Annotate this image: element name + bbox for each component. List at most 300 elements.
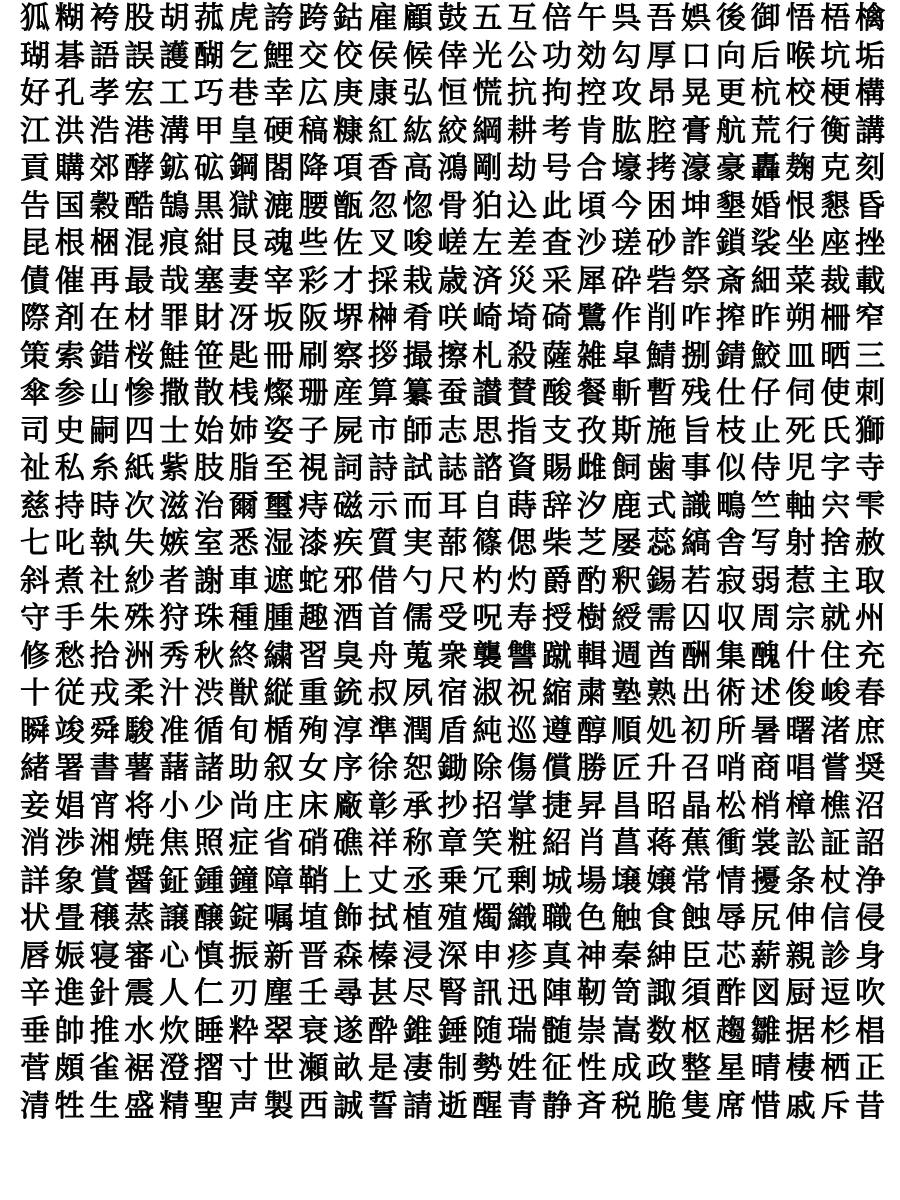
kanji-character: 昇 <box>576 788 607 824</box>
kanji-character: 失 <box>124 526 155 561</box>
kanji-character: 妾 <box>20 788 50 824</box>
kanji-character: 瞬 <box>20 713 50 749</box>
kanji-character: 杖 <box>820 863 851 899</box>
kanji-character: 酬 <box>681 638 712 674</box>
kanji-character: 産 <box>333 376 364 411</box>
kanji-character: 菜 <box>785 263 816 299</box>
kanji-character: 而 <box>402 488 433 524</box>
kanji-character: 翠 <box>263 1013 294 1049</box>
kanji-character: 降 <box>298 151 329 186</box>
kanji-character: 枢 <box>681 1013 712 1049</box>
kanji-character: 寺 <box>855 451 886 486</box>
kanji-character: 撒 <box>159 376 190 411</box>
kanji-row <box>20 675 890 713</box>
kanji-row <box>20 113 890 151</box>
kanji-character: 史 <box>54 413 85 449</box>
kanji-character: 縞 <box>681 526 712 561</box>
kanji-character: 屡 <box>611 526 642 561</box>
kanji-character: 夙 <box>402 676 433 711</box>
kanji-character: 事 <box>681 451 712 486</box>
kanji-character: 倍 <box>541 1 572 36</box>
kanji-character: 世 <box>263 1051 294 1086</box>
kanji-character: 乞 <box>228 38 259 74</box>
kanji-character: 生 <box>89 1088 120 1124</box>
kanji-character: 豪 <box>715 151 746 186</box>
kanji-character: 蛇 <box>298 563 329 599</box>
kanji-character: 松 <box>715 788 746 824</box>
kanji-character: 似 <box>715 451 746 486</box>
kanji-character: 蹴 <box>541 638 572 674</box>
kanji-character: 政 <box>646 1051 677 1086</box>
kanji-character: 醤 <box>124 863 155 899</box>
kanji-character: 秀 <box>159 638 190 674</box>
kanji-character: 獄 <box>228 188 259 224</box>
kanji-character: 獅 <box>855 413 886 449</box>
kanji-character: 尻 <box>750 901 781 936</box>
kanji-character: 就 <box>820 601 851 636</box>
kanji-character: 錫 <box>646 563 677 599</box>
kanji-character: 戚 <box>785 1088 816 1124</box>
kanji-character: 書 <box>89 751 120 786</box>
kanji-character: 襲 <box>472 638 503 674</box>
kanji-character: 暑 <box>750 713 781 749</box>
kanji-character: 痕 <box>159 226 190 261</box>
kanji-character: 随 <box>472 1013 503 1049</box>
kanji-character: 詐 <box>681 226 712 261</box>
kanji-character: 消 <box>20 826 50 861</box>
kanji-character: 梗 <box>820 76 851 111</box>
kanji-character: 竣 <box>54 713 85 749</box>
kanji-character: 鹿 <box>611 488 642 524</box>
kanji-character: 冗 <box>472 863 503 899</box>
kanji-character: 諸 <box>193 751 224 786</box>
kanji-character: 互 <box>507 1 538 36</box>
kanji-character: 撮 <box>402 338 433 374</box>
kanji-row <box>20 38 890 76</box>
kanji-character: 施 <box>646 413 677 449</box>
kanji-character: 爵 <box>541 563 572 599</box>
kanji-character: 湘 <box>89 826 120 861</box>
kanji-character: 光 <box>472 38 503 74</box>
kanji-character: 正 <box>855 1051 886 1086</box>
kanji-character: 皇 <box>228 113 259 149</box>
kanji-character: 紳 <box>646 938 677 974</box>
kanji-character: 坤 <box>681 188 712 224</box>
kanji-character: 庚 <box>333 76 364 111</box>
kanji-character: 裳 <box>750 826 781 861</box>
kanji-character: 彰 <box>367 788 398 824</box>
kanji-character: 肴 <box>402 301 433 336</box>
kanji-character: 城 <box>541 863 572 899</box>
kanji-character: 叱 <box>54 526 85 561</box>
kanji-character: 瑚 <box>20 38 50 74</box>
kanji-character: 助 <box>228 751 259 786</box>
kanji-character: 仕 <box>715 376 746 411</box>
kanji-character: 醒 <box>472 1088 503 1124</box>
kanji-character: 遂 <box>333 1013 364 1049</box>
kanji-character: 象 <box>54 863 85 899</box>
kanji-character: 衡 <box>820 113 851 149</box>
kanji-character: 雫 <box>855 488 886 524</box>
kanji-character: 採 <box>367 263 398 299</box>
kanji-character: 朔 <box>785 301 816 336</box>
kanji-character: 蝕 <box>681 901 712 936</box>
kanji-character: 栖 <box>820 1051 851 1086</box>
kanji-character: 師 <box>402 413 433 449</box>
kanji-character: 厨 <box>785 976 816 1011</box>
kanji-character: 嬢 <box>646 863 677 899</box>
kanji-row <box>20 750 890 788</box>
kanji-character: 獣 <box>228 676 259 711</box>
kanji-character: 汐 <box>576 488 607 524</box>
kanji-character: 帥 <box>54 1013 85 1049</box>
kanji-character: 残 <box>681 376 712 411</box>
kanji-character: 四 <box>124 413 155 449</box>
kanji-character: 字 <box>820 451 851 486</box>
kanji-character: 庄 <box>263 788 294 824</box>
kanji-character: 審 <box>124 938 155 974</box>
kanji-character: 索 <box>54 338 85 374</box>
kanji-character: 樹 <box>576 601 607 636</box>
kanji-character: 狐 <box>20 1 50 36</box>
kanji-character: 堺 <box>333 301 364 336</box>
kanji-character: 殉 <box>298 713 329 749</box>
kanji-character: 情 <box>715 863 746 899</box>
kanji-character: 詳 <box>20 863 50 899</box>
kanji-character: 主 <box>820 563 851 599</box>
kanji-character: 牲 <box>54 1088 85 1124</box>
kanji-character: 曙 <box>785 713 816 749</box>
kanji-character: 隻 <box>681 1088 712 1124</box>
kanji-character: 炊 <box>159 1013 190 1049</box>
kanji-character: 札 <box>472 338 503 374</box>
kanji-character: 証 <box>820 826 851 861</box>
kanji-character: 持 <box>54 488 85 524</box>
kanji-character: 刺 <box>855 376 886 411</box>
kanji-character: 蚕 <box>437 376 468 411</box>
kanji-character: 桟 <box>228 376 259 411</box>
kanji-row <box>20 825 890 863</box>
kanji-character: 沙 <box>576 226 607 261</box>
kanji-character: 是 <box>367 1051 398 1086</box>
kanji-character: 触 <box>611 901 642 936</box>
kanji-character: 旬 <box>228 713 259 749</box>
kanji-row <box>20 600 890 638</box>
kanji-character: 渋 <box>193 676 224 711</box>
kanji-character: 鉦 <box>159 863 190 899</box>
kanji-character: 江 <box>20 113 50 149</box>
kanji-character: 済 <box>472 263 503 299</box>
kanji-character: 向 <box>715 38 746 74</box>
kanji-character: 唇 <box>20 938 50 974</box>
kanji-character: 勾 <box>611 38 642 74</box>
kanji-character: 臣 <box>681 938 712 974</box>
kanji-character: 詩 <box>367 451 398 486</box>
kanji-character: 艮 <box>228 226 259 261</box>
kanji-character: 酢 <box>715 976 746 1011</box>
kanji-character: 幸 <box>263 76 294 111</box>
kanji-character: 称 <box>402 826 433 861</box>
kanji-character: 高 <box>402 151 433 186</box>
kanji-character: 資 <box>507 451 538 486</box>
kanji-character: 康 <box>367 76 398 111</box>
kanji-character: 在 <box>89 301 120 336</box>
kanji-character: 惜 <box>750 1088 781 1124</box>
kanji-character: 将 <box>124 788 155 824</box>
kanji-character: 鴫 <box>715 488 746 524</box>
kanji-character: 昭 <box>646 788 677 824</box>
kanji-row <box>20 225 890 263</box>
kanji-character: 跨 <box>298 1 329 36</box>
kanji-character: 巧 <box>193 76 224 111</box>
kanji-character: 少 <box>193 788 224 824</box>
kanji-character: 紅 <box>367 113 398 149</box>
kanji-character: 処 <box>646 713 677 749</box>
kanji-character: 真 <box>541 938 572 974</box>
kanji-character: 昌 <box>611 788 642 824</box>
kanji-character: 腔 <box>646 113 677 149</box>
kanji-character: 紹 <box>541 826 572 861</box>
kanji-character: 囚 <box>681 601 712 636</box>
kanji-character: 靭 <box>576 976 607 1011</box>
kanji-character: 柔 <box>124 676 155 711</box>
kanji-character: 硬 <box>263 113 294 149</box>
kanji-character: 錐 <box>402 1013 433 1049</box>
kanji-character: 此 <box>541 188 572 224</box>
kanji-character: 妻 <box>228 263 259 299</box>
kanji-character: 垂 <box>20 1013 50 1049</box>
kanji-character: 西 <box>298 1088 329 1124</box>
kanji-character: 章 <box>437 826 468 861</box>
kanji-character: 皿 <box>785 338 816 374</box>
kanji-character: 告 <box>20 188 50 224</box>
kanji-character: 成 <box>611 1051 642 1086</box>
kanji-character: 忽 <box>367 188 398 224</box>
kanji-character: 燭 <box>472 901 503 936</box>
kanji-character: 冴 <box>228 301 259 336</box>
kanji-character: 仔 <box>750 376 781 411</box>
kanji-row <box>20 413 890 451</box>
kanji-row <box>20 563 890 601</box>
kanji-character: 嗣 <box>89 413 120 449</box>
kanji-character: 守 <box>20 601 50 636</box>
kanji-character: 埴 <box>298 901 329 936</box>
kanji-character: 壌 <box>611 863 642 899</box>
kanji-character: 際 <box>20 301 50 336</box>
kanji-character: 采 <box>541 263 572 299</box>
kanji-character: 室 <box>193 526 224 561</box>
kanji-character: 叙 <box>263 751 294 786</box>
kanji-character: 耳 <box>437 488 468 524</box>
kanji-character: 思 <box>472 413 503 449</box>
kanji-character: 策 <box>20 338 50 374</box>
kanji-character: 杉 <box>820 1013 851 1049</box>
kanji-character: 灼 <box>507 563 538 599</box>
kanji-character: 腰 <box>298 188 329 224</box>
kanji-character: 食 <box>646 901 677 936</box>
kanji-character: 飼 <box>611 451 642 486</box>
kanji-character: 作 <box>611 301 642 336</box>
kanji-character: 姿 <box>263 413 294 449</box>
kanji-character: 拭 <box>367 901 398 936</box>
kanji-character: 寝 <box>89 938 120 974</box>
kanji-character: 剛 <box>472 151 503 186</box>
kanji-character: 次 <box>124 488 155 524</box>
kanji-character: 上 <box>333 863 364 899</box>
kanji-row <box>20 150 890 188</box>
kanji-character: 止 <box>750 413 781 449</box>
kanji-character: 塞 <box>193 263 224 299</box>
kanji-character: 菅 <box>20 1051 50 1086</box>
kanji-character: 爾 <box>228 488 259 524</box>
kanji-character: 据 <box>785 1013 816 1049</box>
kanji-character: 暫 <box>646 376 677 411</box>
kanji-character: 頗 <box>54 1051 85 1086</box>
kanji-character: 祥 <box>367 826 398 861</box>
kanji-character: 借 <box>367 563 398 599</box>
kanji-character: 榛 <box>367 938 398 974</box>
kanji-character: 侯 <box>367 38 398 74</box>
kanji-character: 取 <box>855 563 886 599</box>
kanji-character: 皐 <box>611 338 642 374</box>
kanji-character: 佼 <box>333 38 364 74</box>
kanji-character: 住 <box>820 638 851 674</box>
kanji-character: 殖 <box>437 901 468 936</box>
kanji-character: 酸 <box>541 376 572 411</box>
kanji-character: 磁 <box>333 488 364 524</box>
kanji-character: 斜 <box>20 563 50 599</box>
kanji-character: 庶 <box>855 713 886 749</box>
kanji-character: 昔 <box>855 1088 886 1124</box>
kanji-character: 床 <box>298 788 329 824</box>
kanji-character: 讃 <box>472 376 503 411</box>
kanji-character: 骨 <box>437 188 468 224</box>
kanji-character: 合 <box>576 151 607 186</box>
kanji-character: 色 <box>576 901 607 936</box>
kanji-character: 純 <box>472 713 503 749</box>
kanji-character: 楯 <box>263 713 294 749</box>
kanji-character: 紘 <box>402 113 433 149</box>
kanji-character: 勢 <box>472 1051 503 1086</box>
kanji-character: 財 <box>193 301 224 336</box>
kanji-character: 甚 <box>367 976 398 1011</box>
kanji-character: 淳 <box>333 713 364 749</box>
kanji-character: 号 <box>541 151 572 186</box>
kanji-character: 酵 <box>124 151 155 186</box>
kanji-character: 精 <box>159 1088 190 1124</box>
kanji-character: 新 <box>263 938 294 974</box>
kanji-character: 左 <box>472 226 503 261</box>
kanji-character: 捨 <box>820 526 851 561</box>
kanji-character: 斬 <box>611 376 642 411</box>
kanji-character: 畳 <box>54 901 85 936</box>
kanji-row <box>20 488 890 526</box>
kanji-character: 商 <box>750 751 781 786</box>
kanji-character: 繍 <box>263 638 294 674</box>
kanji-character: 盛 <box>124 1088 155 1124</box>
kanji-character: 腎 <box>437 976 468 1011</box>
kanji-character: 準 <box>367 713 398 749</box>
kanji-character: 宵 <box>89 788 120 824</box>
kanji-character: 斉 <box>576 1088 607 1124</box>
kanji-character: 硝 <box>298 826 329 861</box>
kanji-character: 姉 <box>228 413 259 449</box>
kanji-character: 乗 <box>437 863 468 899</box>
kanji-character: 柴 <box>541 526 572 561</box>
kanji-character: 睡 <box>193 1013 224 1049</box>
kanji-character: 股 <box>124 1 155 36</box>
kanji-character: 循 <box>193 713 224 749</box>
kanji-character: 算 <box>367 376 398 411</box>
kanji-character: 凄 <box>402 1051 433 1086</box>
kanji-character: 宍 <box>820 488 851 524</box>
kanji-character: 薯 <box>124 751 155 786</box>
kanji-character: 埼 <box>507 301 538 336</box>
kanji-character: 搾 <box>715 301 746 336</box>
kanji-character: 鋼 <box>228 151 259 186</box>
kanji-character: 彩 <box>298 263 329 299</box>
kanji-character: 女 <box>298 751 329 786</box>
kanji-character: 醐 <box>193 38 224 74</box>
kanji-character: 芝 <box>576 526 607 561</box>
kanji-character: 疹 <box>507 938 538 974</box>
kanji-character: 人 <box>159 976 190 1011</box>
kanji-character: 実 <box>402 526 433 561</box>
kanji-character: 従 <box>54 676 85 711</box>
kanji-character: 桜 <box>124 338 155 374</box>
kanji-character: 酔 <box>367 1013 398 1049</box>
kanji-character: 才 <box>333 263 364 299</box>
kanji-character: 袴 <box>89 1 120 36</box>
kanji-character: 菰 <box>193 1 224 36</box>
kanji-character: 視 <box>298 451 329 486</box>
kanji-character: 肱 <box>611 113 642 149</box>
kanji-character: 罪 <box>159 301 190 336</box>
kanji-row <box>20 375 890 413</box>
kanji-character: 所 <box>715 713 746 749</box>
kanji-character: 五 <box>472 1 503 36</box>
kanji-character: 髄 <box>541 1013 572 1049</box>
kanji-character: 雌 <box>576 451 607 486</box>
kanji-character: 婚 <box>750 188 781 224</box>
kanji-character: 縦 <box>263 676 294 711</box>
kanji-character: 祭 <box>681 263 712 299</box>
kanji-character: 伺 <box>785 376 816 411</box>
kanji-character: 耕 <box>507 113 538 149</box>
kanji-row <box>20 938 890 976</box>
kanji-character: 裟 <box>750 226 781 261</box>
kanji-character: 誓 <box>367 1088 398 1124</box>
kanji-character: 咲 <box>437 301 468 336</box>
kanji-character: 魂 <box>263 226 294 261</box>
kanji-character: 娠 <box>54 938 85 974</box>
kanji-character: 込 <box>507 188 538 224</box>
kanji-character: 蕉 <box>681 826 712 861</box>
kanji-row <box>20 0 890 38</box>
kanji-character: 轟 <box>750 151 781 186</box>
kanji-character: 瑞 <box>507 1013 538 1049</box>
kanji-character: 逝 <box>437 1088 468 1124</box>
kanji-character: 溝 <box>159 113 190 149</box>
kanji-character: 珊 <box>298 376 329 411</box>
kanji-character: 酷 <box>124 188 155 224</box>
kanji-character: 広 <box>298 76 329 111</box>
kanji-character: 殊 <box>124 601 155 636</box>
kanji-character: 漆 <box>298 526 329 561</box>
kanji-character: 晃 <box>681 76 712 111</box>
kanji-character: 偲 <box>507 526 538 561</box>
kanji-character: 項 <box>333 151 364 186</box>
